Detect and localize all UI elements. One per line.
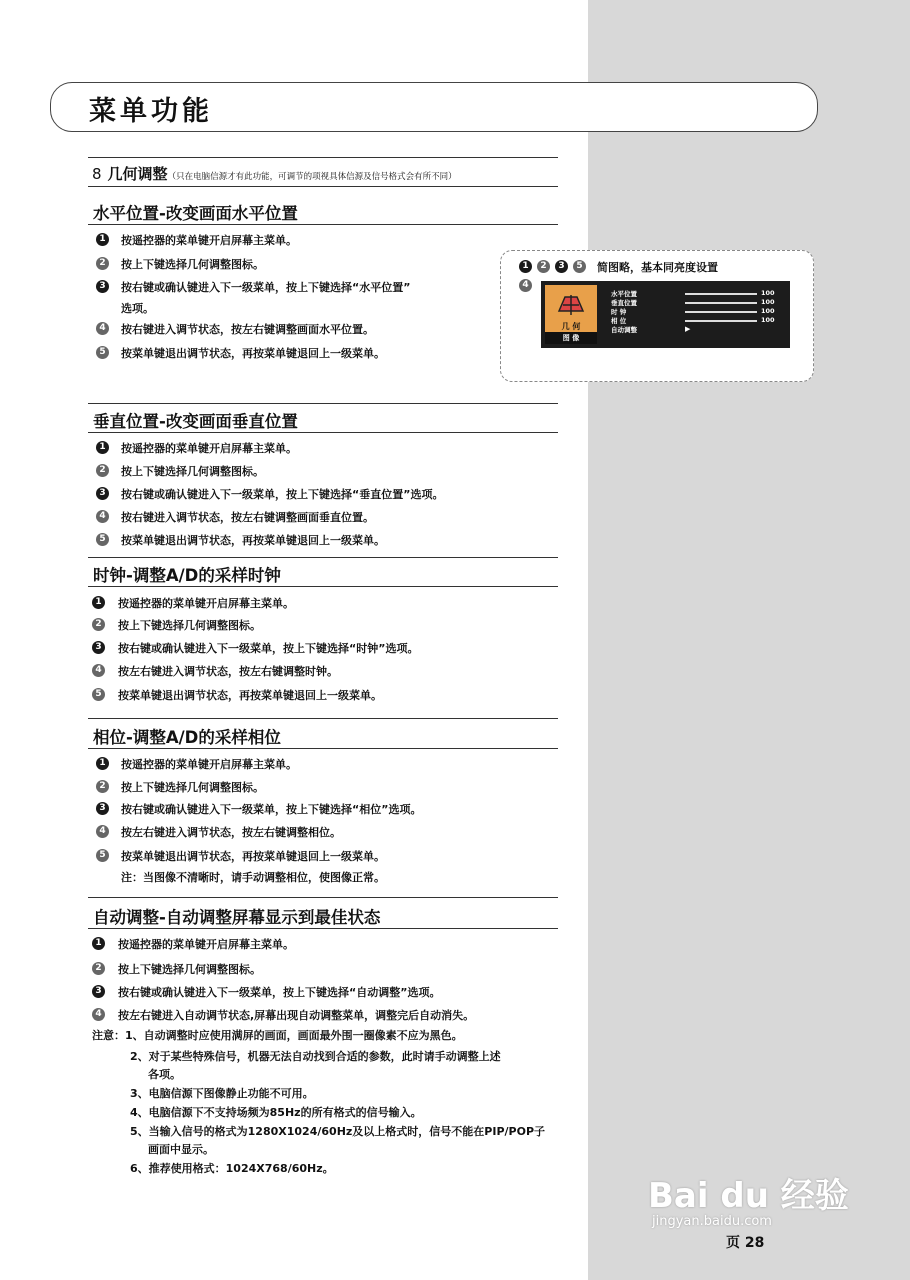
panel-badge: 5 (573, 260, 586, 273)
divider (88, 557, 558, 558)
step-badge: 1 (92, 937, 105, 950)
watermark-logo: Bai du 经验 (648, 1176, 849, 1216)
step-text: 按上下键选择几何调整图标。 (121, 258, 264, 271)
osd-row-label: 水平位置 (611, 290, 637, 298)
step-badge: 4 (96, 825, 109, 838)
step-badge: 5 (96, 533, 109, 546)
osd-row-value: 100 (761, 289, 775, 297)
osd-preview-panel (500, 250, 814, 382)
panel-badge: 2 (537, 260, 550, 273)
step-badge: 4 (92, 1008, 105, 1021)
auto-note: 6、推荐使用格式：1024X768/60Hz。 (130, 1162, 334, 1175)
auto-note: 各项。 (148, 1068, 181, 1081)
section-name: 几何调整 (107, 165, 168, 183)
osd-image-label: 图 像 (545, 332, 597, 344)
step-badge: 3 (92, 985, 105, 998)
step-badge: 2 (92, 618, 105, 631)
step-text: 按左右键进入调节状态，按左右键调整时钟。 (118, 665, 338, 678)
step-text: 按上下键选择几何调整图标。 (121, 781, 264, 794)
step-text: 按菜单键退出调节状态，再按菜单键退回上一级菜单。 (121, 534, 385, 547)
osd-row-value: 100 (761, 316, 775, 324)
divider (88, 224, 558, 225)
heading-auto: 自动调整-自动调整屏幕显示到最佳状态 (93, 908, 381, 927)
step-text: 按上下键选择几何调整图标。 (118, 963, 261, 976)
osd-row-value: 100 (761, 298, 775, 306)
osd-slider-bar (685, 302, 757, 304)
step-text: 按右键或确认键进入下一级菜单，按上下键选择“垂直位置”选项。 (121, 488, 444, 501)
step-text: 按右键进入调节状态，按左右键调整画面垂直位置。 (121, 511, 374, 524)
osd-arrow-icon: ▶ (685, 325, 691, 333)
divider (88, 718, 558, 719)
osd-row-value: 100 (761, 307, 775, 315)
section-number: 8 (92, 165, 102, 183)
step-text: 按右键进入调节状态，按左右键调整画面水平位置。 (121, 323, 374, 336)
geometry-icon (555, 291, 587, 319)
divider (88, 748, 558, 749)
right-sidebar (588, 0, 910, 1280)
panel-badge: 3 (555, 260, 568, 273)
divider (88, 157, 558, 158)
osd-menu-screenshot (541, 281, 790, 348)
osd-row-label: 相 位 (611, 317, 627, 325)
step-text: 按菜单键退出调节状态，再按菜单键退回上一级菜单。 (118, 689, 382, 702)
step-badge: 5 (96, 849, 109, 862)
page-title-box (50, 82, 818, 132)
step-badge: 1 (96, 233, 109, 246)
step-badge: 2 (92, 962, 105, 975)
panel-badge: 1 (519, 260, 532, 273)
section-note: （只在电脑信源才有此功能，可调节的项视具体信源及信号格式会有所不同） (167, 172, 457, 182)
step-text: 按左右键进入自动调节状态,屏幕出现自动调整菜单，调整完后自动消失。 (118, 1009, 475, 1022)
step-badge: 2 (96, 464, 109, 477)
divider (88, 403, 558, 404)
step-text: 按遥控器的菜单键开启屏幕主菜单。 (121, 234, 297, 247)
step-badge: 1 (92, 596, 105, 609)
auto-note: 3、电脑信源下图像静止功能不可用。 (130, 1087, 314, 1100)
step-badge: 3 (96, 487, 109, 500)
divider (88, 586, 558, 587)
watermark-url: jingyan.baidu.com (652, 1214, 772, 1229)
step-badge: 5 (96, 346, 109, 359)
step-badge: 5 (92, 688, 105, 701)
osd-category-pane (545, 285, 597, 344)
osd-slider-bar (685, 311, 757, 313)
page-title: 菜单功能 (89, 96, 213, 127)
step-badge: 2 (96, 257, 109, 270)
osd-row-label: 时 钟 (611, 308, 627, 316)
step-text: 按右键或确认键进入下一级菜单，按上下键选择“时钟”选项。 (118, 642, 419, 655)
divider (88, 432, 558, 433)
heading-phase: 相位-调整A/D的采样相位 (93, 728, 281, 747)
step-text-cont: 选项。 (121, 302, 154, 315)
step-text: 按菜单键退出调节状态，再按菜单键退回上一级菜单。 (121, 850, 385, 863)
step-badge: 3 (96, 802, 109, 815)
section-heading (92, 163, 457, 184)
page-number: 页 28 (726, 1235, 765, 1251)
osd-slider-bar (685, 293, 757, 295)
osd-slider-bar (685, 320, 757, 322)
step-text: 按菜单键退出调节状态，再按菜单键退回上一级菜单。 (121, 347, 385, 360)
osd-row-label: 自动调整 (611, 326, 637, 334)
divider (88, 897, 558, 898)
step-badge: 4 (92, 664, 105, 677)
step-text: 按右键或确认键进入下一级菜单，按上下键选择“水平位置” (121, 281, 411, 294)
auto-note: 5、当输入信号的格式为1280X1024/60Hz及以上格式时，信号不能在PIP/POP子 (130, 1125, 546, 1138)
step-text: 按右键或确认键进入下一级菜单，按上下键选择“自动调整”选项。 (118, 986, 441, 999)
step-text: 按遥控器的菜单键开启屏幕主菜单。 (121, 758, 297, 771)
phase-note: 注：当图像不清晰时，请手动调整相位，使图像正常。 (121, 871, 385, 884)
divider (88, 928, 558, 929)
step-text: 按遥控器的菜单键开启屏幕主菜单。 (121, 442, 297, 455)
step-text: 按遥控器的菜单键开启屏幕主菜单。 (118, 938, 294, 951)
osd-row-label: 垂直位置 (611, 299, 637, 307)
panel-badge: 4 (519, 279, 532, 292)
panel-title: 简图略，基本同亮度设置 (597, 261, 718, 274)
step-badge: 1 (96, 757, 109, 770)
step-badge: 4 (96, 322, 109, 335)
step-badge: 1 (96, 441, 109, 454)
step-badge: 4 (96, 510, 109, 523)
step-badge: 3 (92, 641, 105, 654)
step-text: 按左右键进入调节状态，按左右键调整相位。 (121, 826, 341, 839)
step-text: 按上下键选择几何调整图标。 (121, 465, 264, 478)
heading-vertical: 垂直位置-改变画面垂直位置 (93, 412, 298, 431)
step-text: 按右键或确认键进入下一级菜单，按上下键选择“相位”选项。 (121, 803, 422, 816)
divider (88, 186, 558, 187)
heading-clock: 时钟-调整A/D的采样时钟 (93, 566, 281, 585)
step-text: 按上下键选择几何调整图标。 (118, 619, 261, 632)
auto-note: 画面中显示。 (148, 1143, 214, 1156)
osd-geometry-label: 几 何 (561, 322, 581, 331)
step-badge: 2 (96, 780, 109, 793)
auto-note: 4、电脑信源下不支持场频为85Hz的所有格式的信号输入。 (130, 1106, 422, 1119)
auto-note: 2、对于某些特殊信号，机器无法自动找到合适的参数，此时请手动调整上述 (130, 1050, 501, 1063)
step-text: 按遥控器的菜单键开启屏幕主菜单。 (118, 597, 294, 610)
step-badge: 3 (96, 280, 109, 293)
heading-horizontal: 水平位置-改变画面水平位置 (93, 204, 298, 223)
auto-note: 注意：1、自动调整时应使用满屏的画面，画面最外围一圈像素不应为黑色。 (92, 1029, 463, 1042)
